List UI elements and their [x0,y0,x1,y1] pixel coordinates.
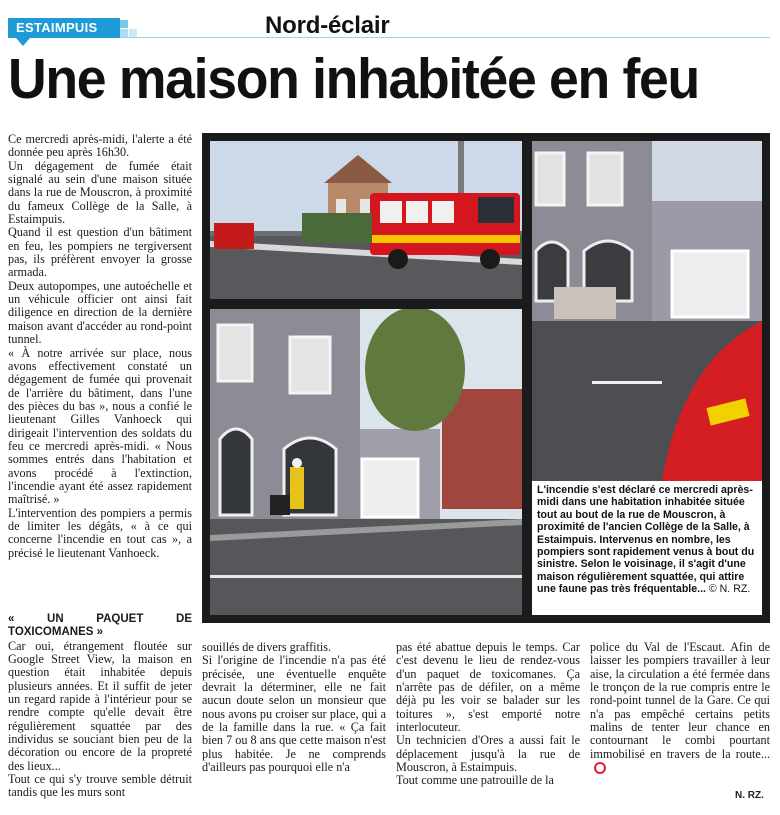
subheading: « UN PAQUET DE TOXICOMANES » [8,613,192,639]
paragraph: souillés de divers graffitis. [202,640,332,654]
tag-decoration [129,29,137,37]
paragraph: Car oui, étrangement floutée sur Google Street View, la maison en question était inhabitée depuis plusieurs années. Et il suffit de jeter un regard rapide à l'intérieur pour se rendre compte qu'elle devait être régulièrement squattée par des individus se souciant bien peu de la décoration ou encore de la propreté des lieux... [8,638,192,773]
paragraph-text: police du Val de l'Escaut. Afin de laisser les pompiers travailler à leur aise, la circulation a été fermée dans le tronçon de la rue compris entre le rond-point tunnel de la Gare. Ce qui n'a pas empêché certains petits malins de tenter leur chance en contournant le combi pourtant immobilisé en travers de la route... [590,640,770,761]
masthead: Nord-éclair [265,12,390,39]
section-tag-notch [16,38,30,46]
paragraph: « À notre arrivée sur place, nous avons effectivement constaté un dégagement de fumée qui provenait de l'arrière du bâtiment, dans l'une des pièces du bas », nous a confié le lieutenant Gilles Vanhoeck qui dirigeait l'intervention des soldats du feu ce mercredi après-midi. « Nous sommes entrés dans l'habitation et avons procédé à l'extinction, l'incendie ayant été assez rapidement maîtrisé. » [8,345,192,507]
headline: Une maison inhabitée en feu [8,47,699,111]
photo-house-with-firefighter-art [210,309,522,615]
photo-house-with-firefighter [210,309,522,615]
paragraph: Si l'origine de l'incendie n'a pas été précisée, une éventuelle enquête devrait la déterminer, elle ne fait aucun doute selon un monsieur que nous avons pu croiser sur place, qui a de la famille dans la rue. « Ça fait bien 7 ou 8 ans que cette maison n'est plus habitée. Je ne comprends d'ailleurs pas pourquoi elle n'a [202,653,386,775]
photo-fire-truck [210,141,522,299]
paragraph: Tout ce qui s'y trouve semble détruit tandis que les murs sont [8,772,192,800]
paragraph: Ce mercredi après-midi, l'alerte a été donnée peu après 16h30. [8,132,192,160]
paragraph: Tout comme une patrouille de la [396,773,554,788]
end-of-article-icon [594,762,606,774]
author-signature: N. RZ. [735,790,764,801]
article-column-3 [202,641,386,774]
caption-text: L'incendie s'est déclaré ce mercredi après-midi dans une habitation inhabitée située tout au bout de la rue de Mouscron, à proximité de l'ancien Collège de la Salle, à Estaimpuis. Intervenus en nombre, les pompiers sont rapidement venus à bout du sinistre. Selon le voisinage, il s'agit d'une maison régulièrement squattée, qui attire une faune pas très fréquentable... [537,484,755,596]
caption-credit: © N. RZ. [708,583,751,596]
section-tag [8,18,120,38]
paragraph: Quand il est question d'un bâtiment en feu, les pompiers ne tergiversent pas, ils préfèrent envoyer la grosse armada. [8,225,192,280]
tag-decoration [120,29,128,37]
paragraph [590,641,770,774]
tag-decoration [120,20,128,28]
paragraph: L'intervention des pompiers a permis de limiter les dégâts, « à ce qui concerne l'incendie en tout cas », a précisé le lieutenant Vanhoeck. [8,505,192,560]
photo-house-facade-closeup-art [532,141,762,481]
article-column-4 [396,641,580,788]
photo-house-facade-closeup [532,141,762,481]
photo-fire-truck-art [210,141,522,299]
header-rule [120,37,770,38]
paragraph: Deux autopompes, une autoéchelle et un véhicule officier ont ainsi fait diligence en direction de la dernière maison avant d'accéder au rond-point tunnel. [8,278,192,347]
paragraph: pas été abattue depuis le temps. Car c'est devenu le lieu de rendez-vous d'un paquet de toxicomanes. Ça n'arrête pas de défiler, on a même déjà pu les voir se balader sur les toitures », s'est emporté notre interlocuteur. [396,640,580,735]
paragraph: Un dégagement de fumée était signalé au sein d'une maison située dans la rue de Mouscron, à proximité du fameux Collège de la Salle, à Estaimpuis. [8,158,192,227]
photo-caption [532,481,762,615]
article-column-2 [8,613,192,800]
section-tag-label: ESTAIMPUIS [16,20,98,35]
article-column-1 [8,133,192,560]
article-column-5 [590,641,770,774]
paragraph: Un technicien d'Ores a aussi fait le déplacement jusqu'à la rue de Mouscron, à Estaimpuis. [396,733,580,775]
